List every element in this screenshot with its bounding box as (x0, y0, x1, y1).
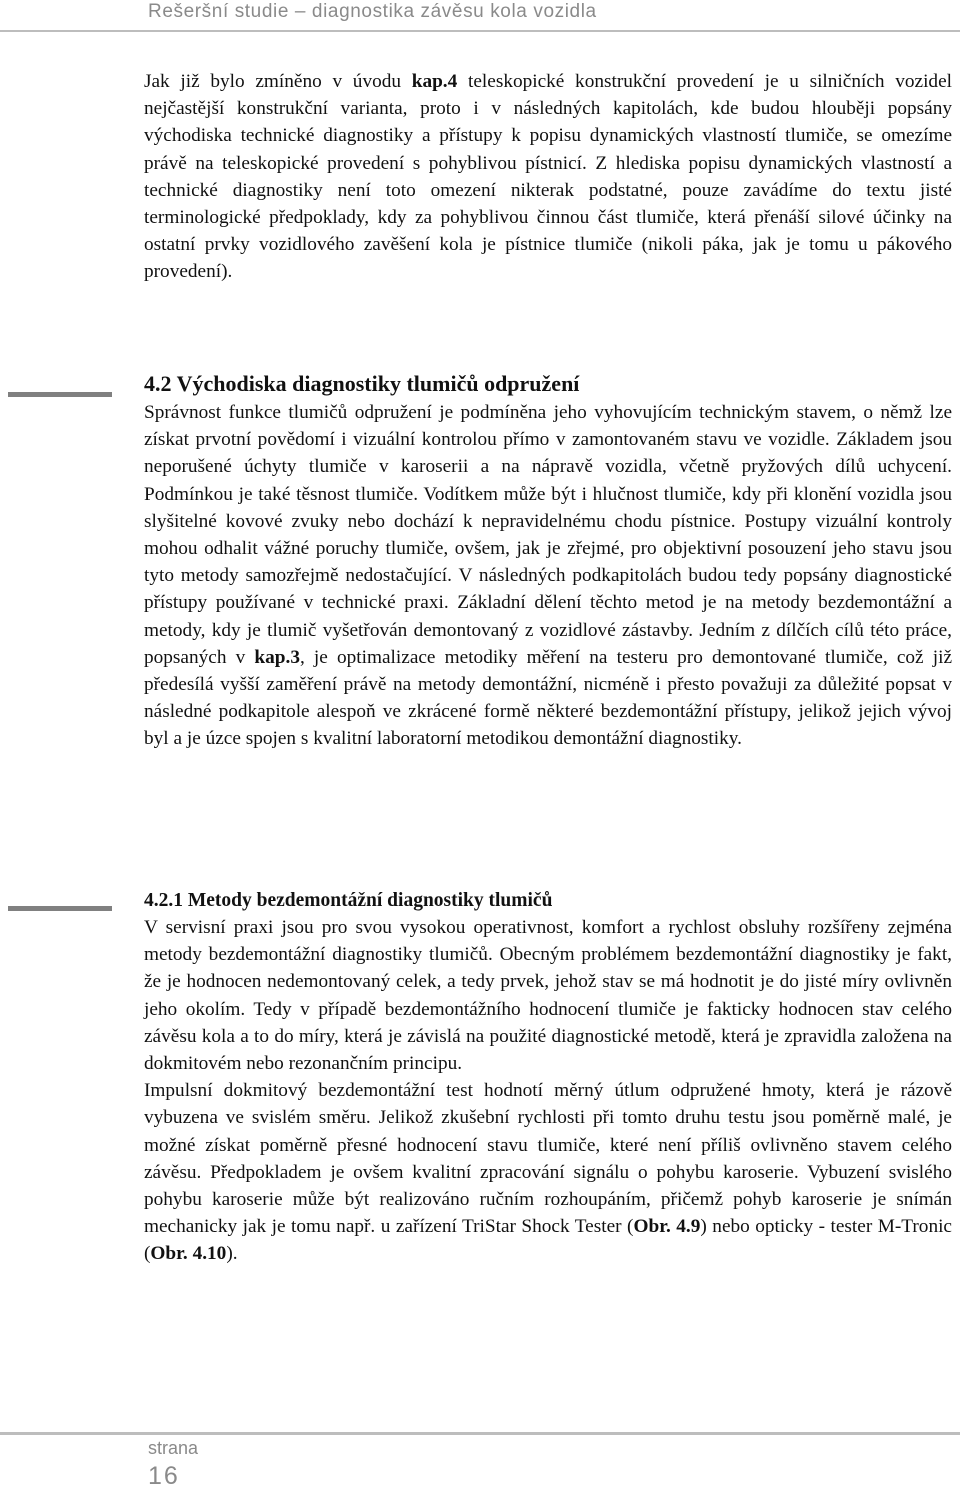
section-4-2-paragraph (144, 399, 952, 753)
section-4-2-1-text-2: ) nebo opticky - tester M-Tronic ( (144, 1216, 952, 1265)
section-4-2-1-text-1: Impulsní dokmitový bezdemontážní test hodnotí měrný útlum odpružené hmoty, která je rázově vybuzena ve svislém směru. Jelikož zkušební rychlosti při tomto druhu testu jsou poměrně malé, je možné získat poměrně přesné hodnocení stavu tlumiče, které není příliš ovlivněno stavem celého závěsu. Předpokladem je ovšem kvalitní zpracování signálu o pohybu karoserie. Vybuzení svislého pohybu karoserie může být realizováno ručním rozhoupáním, přičemž pohyb karoserie je snímán mechanicky jak je tomu např. u zařízení TriStar Shock Tester ( (144, 1080, 952, 1238)
section-heading-4-2-1: 4.2.1 Metody bezdemontážní diagnostiky tlumičů (144, 890, 553, 911)
running-title: Rešeršní studie – diagnostika závěsu kola vozidla (148, 1, 597, 22)
subsection-margin-bar (8, 906, 112, 911)
chapter-ref-kap4: kap.4 (411, 71, 458, 92)
section-4-2-text-2: , je optimalizace metodiky měření na testeru pro demontované tlumiče, což již předesílá vyšší zaměření právě na metody demontážní, nicméně i přesto považuji za důležité popsat v následné podkapitole alespoň ve zkrácené formě některé bezdemontážní přístupy, jelikož jejich vývoj byl a je úzce spojen s kvalitní laboratorní metodikou demontážní diagnostiky. (144, 646, 952, 750)
intro-block (144, 68, 952, 286)
intro-text-2: teleskopické konstrukční provedení je u silničních vozidel nejčastější konstrukční varianta, proto i v následných kapitolách, kde budou hlouběji popsány východiska technické diagnostiky a přístupy k popisu dynamických vlastností tlumiče, se omezíme právě na teleskopické provedení s pohyblivou pístnicí. Z hlediska popisu dynamických vlastností a technické diagnostiky není toto omezení nikterak podstatné, pouze zavádíme do textu jisté terminologické předpoklady, kdy za pohyblivou činnou část tlumiče, která přenáší silové účinky na ostatní prvky vozidlového zavěšení kola je pístnice tlumiče (nikoli páka, jak je tomu u pákového provedení). (144, 71, 952, 283)
footer-page-label: strana (148, 1438, 199, 1458)
section-4-2-1-paragraph-1: V servisní praxi jsou pro svou vysokou operativnost, komfort a rychlost obsluhy rozšířeny zejména metody bezdemontážní diagnostiky tlumičů. Obecným problémem bezdemontážní diagnostiky je fakt, že je hodnocen nedemontovaný celek, a tedy prvek, jehož stav se má hodnotit je do jisté míry ovlivněn jeho okolím. Tedy v případě bezdemontážního hodnocení tlumiče je fakticky hodnocen stav celého závěsu kola a to do míry, která je závislá na použité diagnostické metodě, která je zpravidla založena na dokmitovém nebo rezonančním principu. (144, 917, 952, 1075)
section-margin-bar (8, 392, 112, 397)
section-4-2 (144, 371, 952, 753)
chapter-ref-kap3: kap.3 (254, 646, 300, 668)
section-4-2-1-text-3: ). (226, 1243, 238, 1265)
intro-paragraph (144, 68, 952, 286)
section-4-2-1-paragraph-2 (144, 1077, 952, 1267)
section-4-2-1 (144, 888, 952, 1268)
figure-ref-4-10: Obr. 4.10 (150, 1243, 227, 1265)
section-heading-4-2: 4.2 Východiska diagnostiky tlumičů odpružení (144, 371, 580, 396)
section-4-2-text-1: Správnost funkce tlumičů odpružení je podmíněna jeho vyhovujícím technickým stavem, o němž lze získat prvotní povědomí i vizuální kontrolou přímo v zamontovaném stavu ve vozidle. Základem jsou neporušené úchyty tlumiče v karoserii a na nápravě vozidla, včetně pryžových dílů uchycení. Podmínkou je také těsnost tlumiče. Vodítkem může být i hlučnost tlumiče, kdy při klonění vozidla jsou slyšitelné kovové zvuky nebo dochází k nepravidelnému chodu pístnice. Postupy vizuální kontroly mohou odhalit vážné poruchy tlumiče, ovšem, jak je zřejmé, pro objektivní posouzení jeho stavu jsou tyto metody samozřejmě nedostačující. V následných podkapitolách budou tedy popsány diagnostické přístupy používané v technické praxi. Základní dělení těchto metod je na metody bezdemontážní a metody, kdy je tlumič vyšetřován demontovaný z vozidlové zástavby. Jedním z dílčích cílů této práce, popsaných v (144, 402, 952, 668)
footer-rule (0, 1432, 960, 1435)
figure-ref-4-9: Obr. 4.9 (633, 1216, 701, 1238)
header-rule (0, 30, 960, 32)
intro-text-1: Jak již bylo zmíněno v úvodu (144, 71, 412, 92)
footer-page-number: 16 (148, 1462, 180, 1490)
